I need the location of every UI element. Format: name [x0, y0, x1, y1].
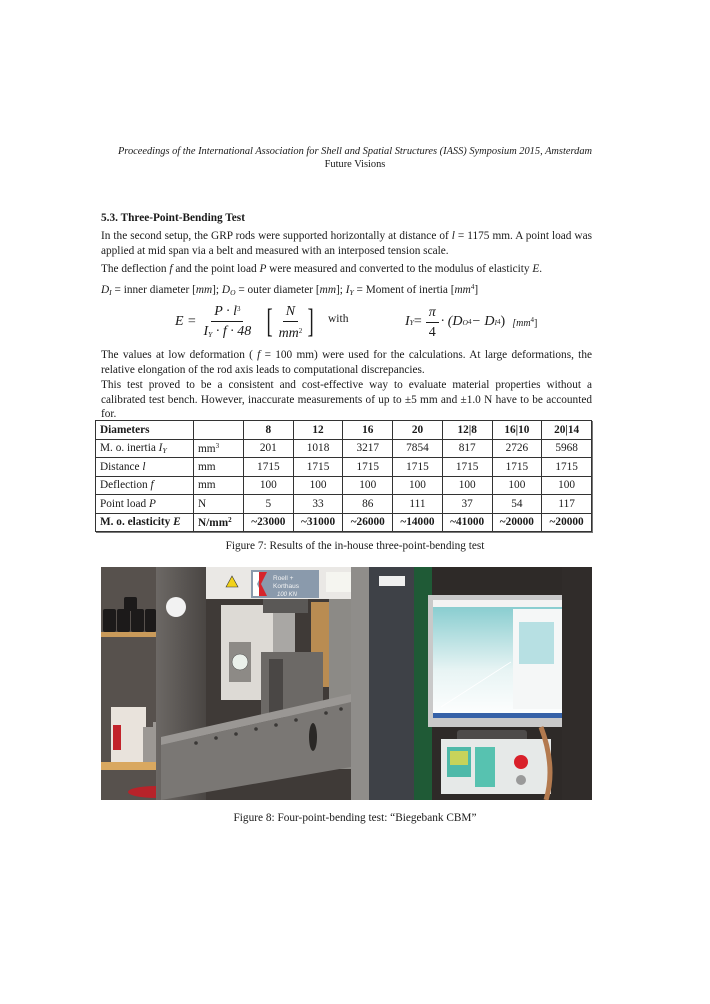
- cell: 100: [244, 476, 294, 495]
- cell: 100: [293, 476, 343, 495]
- results-table: [95, 420, 592, 532]
- sup: 4: [470, 283, 475, 291]
- text: ]: [474, 284, 479, 296]
- header-col: 8: [244, 421, 294, 440]
- cell: 2726: [492, 439, 542, 458]
- paragraph-measurement: [101, 262, 592, 277]
- label-text: M. o. elasticity: [100, 516, 174, 529]
- iy-unit: [512, 316, 537, 329]
- text: ];: [212, 284, 222, 296]
- cell: 100: [442, 476, 492, 495]
- cell: 100: [492, 476, 542, 495]
- row-unit: mm: [194, 458, 244, 477]
- figure-7-caption: Figure 7: Results of the in-house three-point-bending test: [225, 540, 485, 552]
- row-label: [96, 476, 194, 495]
- formula-inertia: [405, 298, 537, 346]
- den-text: · f · 48: [212, 324, 252, 339]
- var: l: [142, 460, 146, 473]
- header-label: Diameters: [96, 421, 194, 440]
- row-unit: [194, 439, 244, 458]
- screen-panel-chart: [519, 622, 554, 664]
- brand-line2: Korthaus: [273, 583, 300, 590]
- iy-sym: I: [405, 314, 410, 329]
- header-col: 12|8: [442, 421, 492, 440]
- piston-head: [263, 599, 308, 613]
- formula-lhs: E =: [175, 314, 197, 329]
- unit-denominator: [276, 322, 306, 342]
- text: In the second setup, the GRP rods were supported horizontally at distance of: [101, 230, 452, 242]
- pi: π: [428, 304, 436, 320]
- box-label: [113, 725, 121, 750]
- screen-toolbar: [433, 600, 565, 607]
- cell: 1715: [492, 458, 542, 477]
- figure-8-photo: [101, 567, 592, 800]
- unit: mm: [454, 284, 471, 296]
- bracket-left: [: [266, 303, 274, 340]
- header-col: 16|10: [492, 421, 542, 440]
- row-unit: [194, 513, 244, 532]
- cell: ~31000: [293, 513, 343, 532]
- pi-fraction: [426, 304, 439, 341]
- header-col: 20|14: [542, 421, 592, 440]
- shelf-upper: [101, 632, 156, 637]
- header-col: 20: [393, 421, 443, 440]
- cell: 1715: [244, 458, 294, 477]
- cell: 54: [492, 495, 542, 514]
- cell: 5968: [542, 439, 592, 458]
- paren-open: · (D: [440, 314, 463, 329]
- formula-block: [0, 294, 710, 348]
- cell: 100: [393, 476, 443, 495]
- text: The values at low deformation (: [101, 349, 258, 361]
- cell: 117: [542, 495, 592, 514]
- paragraph-deformation: [101, 348, 592, 377]
- sup: 2: [298, 326, 303, 335]
- cell: 817: [442, 439, 492, 458]
- label-text: Point load: [100, 497, 149, 510]
- emergency-stop: [514, 755, 528, 769]
- sub: I: [494, 317, 498, 327]
- beam-slot: [309, 723, 317, 751]
- cell: 1715: [293, 458, 343, 477]
- eq: =: [413, 314, 422, 329]
- minus: − D: [471, 314, 495, 329]
- numerator: [211, 301, 243, 322]
- bracket: ]: [534, 317, 538, 329]
- var: I: [158, 441, 163, 454]
- cell: 5: [244, 495, 294, 514]
- row-unit: N: [194, 495, 244, 514]
- unit: mm: [195, 284, 213, 296]
- unit-mm: mm: [278, 325, 299, 341]
- sub: O: [230, 288, 236, 297]
- fraction: [201, 301, 255, 343]
- sub: Y: [409, 317, 414, 327]
- text: = outer diameter [: [235, 284, 320, 296]
- row-label: [96, 513, 194, 532]
- sup: 3: [236, 305, 241, 313]
- text: = Moment of inertia [: [353, 284, 455, 296]
- sym-I: I: [345, 284, 350, 296]
- sym-D: D: [221, 284, 231, 296]
- unit-bracket: [264, 303, 316, 342]
- cell: 33: [293, 495, 343, 514]
- yoke-slot: [269, 659, 283, 714]
- row-label: [96, 458, 194, 477]
- var-f: f: [169, 263, 173, 275]
- var-l: l: [451, 230, 455, 242]
- dial-gauge: [232, 654, 248, 670]
- test-bench-illustration: [101, 567, 592, 800]
- cell: ~41000: [442, 513, 492, 532]
- machine-column-right: [369, 567, 414, 800]
- sub: I: [109, 288, 112, 297]
- text: = 1175 mm. A point load was applied at mid span via a belt and measured with an interposed tension scale.: [101, 230, 592, 257]
- text: = 100 mm) were used for the calculations. At large deformations, the relative elongation of the rod axis leads to computational discrepancies.: [101, 349, 592, 376]
- sup: 4: [530, 315, 535, 324]
- sup: 2: [228, 515, 232, 524]
- label-text: Deflection: [100, 479, 151, 492]
- section-heading: 5.3. Three-Point-Bending Test: [101, 212, 245, 224]
- cell: 1715: [542, 458, 592, 477]
- denominator: [201, 322, 255, 343]
- sub: Y: [208, 330, 213, 339]
- text: The deflection: [101, 263, 170, 275]
- sup: 3: [215, 441, 220, 450]
- frame-edge: [351, 567, 369, 800]
- cell: ~20000: [492, 513, 542, 532]
- sub: Y: [349, 288, 354, 297]
- row-label: [96, 439, 194, 458]
- unit: [mm: [512, 317, 531, 329]
- formula-modulus: [175, 298, 317, 346]
- cell: 111: [393, 495, 443, 514]
- pi-den: [426, 323, 439, 341]
- bracket-right: ]: [307, 303, 315, 340]
- sticker: [166, 597, 186, 617]
- running-header: [0, 145, 710, 171]
- sup: 4: [467, 318, 472, 326]
- sup: 4: [497, 318, 501, 326]
- cell: 201: [244, 439, 294, 458]
- controller-lcd: [450, 751, 468, 765]
- cell: 100: [343, 476, 393, 495]
- cell: 37: [442, 495, 492, 514]
- cell: ~20000: [542, 513, 592, 532]
- text: were measured and converted to the modulus of elasticity: [266, 263, 533, 275]
- text: and the point load: [172, 263, 260, 275]
- row-unit: mm: [194, 476, 244, 495]
- header-col: 16: [343, 421, 393, 440]
- cell: ~14000: [393, 513, 443, 532]
- formula-with: with: [328, 313, 349, 325]
- table-row-inertia: [96, 439, 592, 458]
- unit-numerator: [283, 303, 298, 322]
- header-col: 12: [293, 421, 343, 440]
- unit-N: N: [285, 303, 296, 319]
- label-text: Distance: [100, 460, 143, 473]
- cell: 1715: [393, 458, 443, 477]
- unit-fraction: [276, 303, 306, 342]
- var-E: E: [532, 263, 540, 275]
- controller-keypad: [475, 747, 495, 787]
- var: f: [150, 479, 154, 492]
- paragraph-setup: [101, 229, 592, 258]
- text: ];: [336, 284, 346, 296]
- cell: 1715: [442, 458, 492, 477]
- table-row-distance: [96, 458, 592, 477]
- unit-text: mm: [198, 442, 216, 455]
- proceedings-title: Proceedings of the International Association for Shell and Spatial Structures (IASS) Symposium 2015, Amsterdam: [117, 146, 593, 157]
- paren-close: ): [500, 314, 506, 329]
- cell: 7854: [393, 439, 443, 458]
- column-label: [379, 576, 405, 586]
- num-text: P · l: [214, 304, 237, 319]
- table-row-point-load: [96, 495, 592, 514]
- piston-rod: [273, 613, 295, 653]
- screen-taskbar: [433, 713, 565, 718]
- unit-text: N/mm: [198, 516, 229, 529]
- var: P: [148, 497, 156, 510]
- machine-capacity: 100 KN: [277, 592, 298, 598]
- label-text: M. o. inertia: [100, 441, 159, 454]
- conference-theme: Future Visions: [324, 159, 386, 170]
- controller-knob: [516, 775, 526, 785]
- brand-line1: Roell +: [273, 575, 294, 582]
- figure-8-caption: Figure 8: Four-point-bending test: “Biegebank CBM”: [233, 812, 477, 824]
- cell: 86: [343, 495, 393, 514]
- cell: ~26000: [343, 513, 393, 532]
- sub: Y: [162, 445, 167, 455]
- four: 4: [428, 324, 436, 340]
- row-label: [96, 495, 194, 514]
- unit: mm: [319, 284, 336, 296]
- cell: 1715: [343, 458, 393, 477]
- paragraph-conclusion: This test proved to be a consistent and cost-effective way to evaluate material properties without a calibrated test bench. However, inaccurate measurements of up to ±5 mm and ±1.0 N have to be accounted for.: [101, 379, 592, 421]
- sub: O: [462, 317, 468, 327]
- table-row-deflection: [96, 476, 592, 495]
- cell: 3217: [343, 439, 393, 458]
- cell: 1018: [293, 439, 343, 458]
- var-P: P: [259, 263, 267, 275]
- text: .: [539, 263, 543, 275]
- table-header-row: [96, 421, 592, 440]
- var: E: [173, 516, 181, 529]
- text: = inner diameter [: [111, 284, 196, 296]
- sym-D: D: [101, 284, 110, 296]
- header-unit: [194, 421, 244, 440]
- table-row-elasticity: [96, 513, 592, 532]
- cell: ~23000: [244, 513, 294, 532]
- den-text: I: [203, 324, 209, 339]
- pi-num: [426, 304, 439, 323]
- cell: 100: [542, 476, 592, 495]
- var-f: f: [257, 349, 261, 361]
- right-wall: [562, 567, 592, 800]
